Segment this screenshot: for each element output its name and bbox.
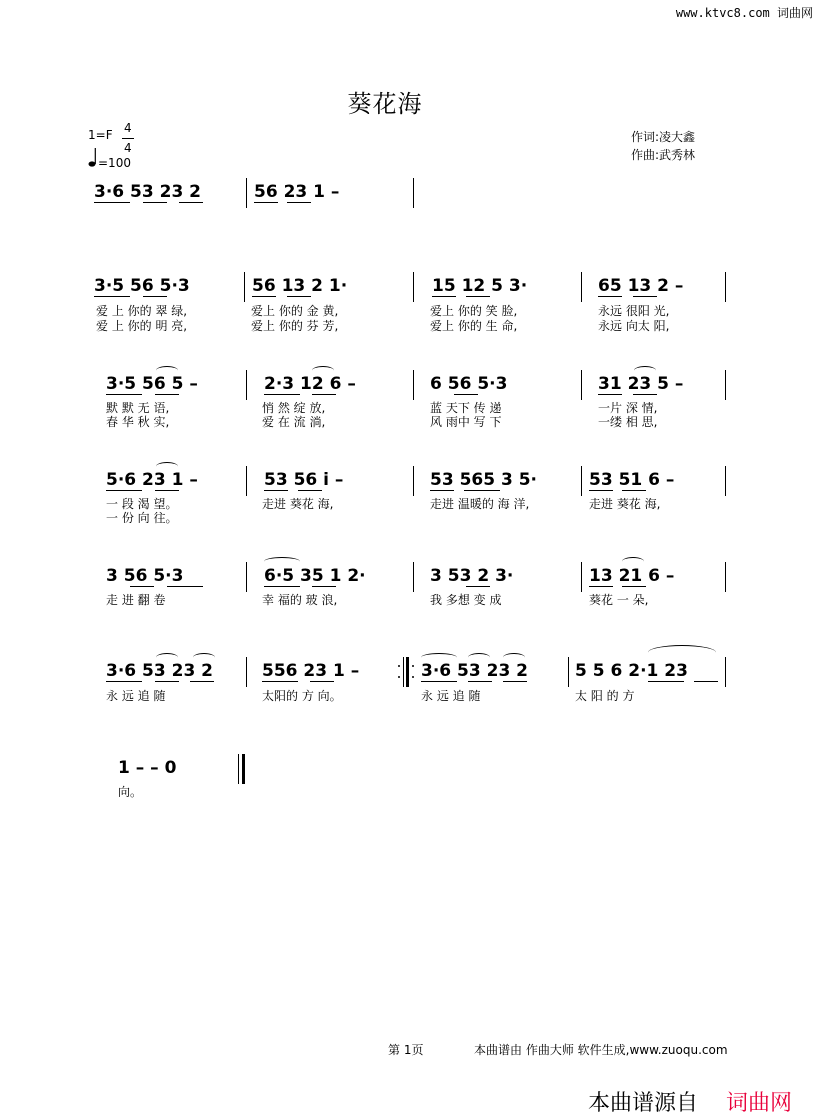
- slur-mark: [156, 462, 178, 471]
- repeat-dot: [412, 665, 414, 667]
- bar-line: [568, 657, 569, 687]
- measure-notes: 56 23 1 –: [254, 182, 340, 202]
- slur-mark: [634, 366, 656, 375]
- lyric-verse-1: 幸 福的 玻 浪,: [262, 593, 338, 607]
- lyric-verse-2: 一 份 向 往。: [106, 511, 178, 525]
- beam-underline: [155, 681, 179, 682]
- repeat-bar-thin: [403, 657, 404, 687]
- source-label: 本曲谱源自: [588, 1091, 699, 1116]
- measure-notes: 53 51 6 –: [589, 470, 675, 490]
- lyric-verse-2: 爱上 你的 生 命,: [430, 319, 518, 333]
- slur-mark: [264, 557, 300, 566]
- beam-underline: [633, 296, 657, 297]
- slur-mark: [648, 645, 716, 660]
- lyric-verse-1: 走进 葵花 海,: [262, 497, 334, 511]
- beam-underline: [143, 202, 167, 203]
- quarter-note-icon: [88, 146, 98, 168]
- measure-notes: 13 21 6 –: [589, 566, 675, 586]
- measure-notes: 3 56 5·3: [106, 566, 184, 586]
- beam-underline: [468, 681, 492, 682]
- bar-line: [244, 272, 245, 302]
- beam-underline: [155, 394, 179, 395]
- page-number: 第 1页: [388, 1043, 424, 1057]
- lyric-verse-2: 永远 向太 阳,: [598, 319, 670, 333]
- time-signature-top: 4: [124, 121, 132, 135]
- beam-underline: [179, 202, 203, 203]
- lyric-verse-1: 悄 然 绽 放,: [262, 401, 326, 415]
- beam-underline: [264, 586, 300, 587]
- lyric-verse-1: 向。: [118, 785, 143, 799]
- measure-notes: 53 565 3 5·: [430, 470, 538, 490]
- beam-underline: [287, 202, 311, 203]
- song-title: 葵花海: [347, 90, 423, 118]
- beam-underline: [310, 681, 334, 682]
- measure-notes: 2·3 12 6 –: [264, 374, 356, 394]
- slur-mark: [421, 653, 457, 662]
- generator-note: 本曲谱由 作曲大师 软件生成,www.zuoqu.com: [474, 1043, 728, 1057]
- measure-notes: 3·6 53 23 2: [106, 661, 214, 681]
- measure-notes: 6·5 35 1 2·: [264, 566, 366, 586]
- time-signature-bottom: 4: [124, 141, 132, 155]
- beam-underline: [312, 586, 336, 587]
- key-signature: 1=F: [88, 128, 113, 142]
- lyric-verse-2: 爱 在 流 淌,: [262, 415, 326, 429]
- slur-mark: [193, 653, 215, 662]
- beam-underline: [503, 681, 527, 682]
- bar-line: [581, 562, 582, 592]
- measure-notes: 53 56 i –: [264, 470, 344, 490]
- bar-line: [246, 562, 247, 592]
- composer-credit: 作曲:武秀林: [631, 148, 696, 162]
- lyric-verse-1: 太阳的 方 向。: [262, 689, 342, 703]
- final-bar-thin: [238, 754, 239, 784]
- lyric-verse-1: 我 多想 变 成: [430, 593, 502, 607]
- slur-mark: [503, 653, 525, 662]
- measure-notes: 5·6 23 1 –: [106, 470, 198, 490]
- beam-underline: [466, 296, 490, 297]
- lyric-verse-2: 一缕 相 思,: [598, 415, 658, 429]
- lyric-verse-1: 默 默 无 语,: [106, 401, 170, 415]
- beam-underline: [167, 586, 203, 587]
- final-bar-thick: [242, 754, 245, 784]
- beam-underline: [264, 394, 300, 395]
- measure-notes: 3·5 56 5 –: [106, 374, 198, 394]
- beam-underline: [421, 681, 457, 682]
- bar-line: [246, 657, 247, 687]
- slur-mark: [312, 366, 334, 375]
- beam-underline: [312, 394, 336, 395]
- lyric-verse-1: 永远 很阳 光,: [598, 304, 670, 318]
- lyric-verse-2: 爱上 你的 芬 芳,: [251, 319, 339, 333]
- beam-underline: [106, 490, 142, 491]
- lyric-verse-1: 走进 温暖的 海 洋,: [430, 497, 530, 511]
- measure-notes: 6 56 5·3: [430, 374, 508, 394]
- beam-underline: [254, 202, 278, 203]
- bar-line: [246, 370, 247, 400]
- bar-line: [725, 466, 726, 496]
- beam-underline: [190, 681, 214, 682]
- tempo-marking: =100: [98, 156, 131, 170]
- lyric-verse-1: 一片 深 情,: [598, 401, 658, 415]
- bar-line: [581, 272, 582, 302]
- bar-line: [725, 272, 726, 302]
- lyricist-credit: 作词:凌大鑫: [631, 130, 696, 144]
- repeat-dot: [398, 676, 400, 678]
- bar-line: [581, 370, 582, 400]
- beam-underline: [598, 394, 622, 395]
- lyric-verse-2: 春 华 秋 实,: [106, 415, 170, 429]
- beam-underline: [622, 586, 646, 587]
- lyric-verse-1: 爱上 你的 金 黄,: [251, 304, 339, 318]
- beam-underline: [287, 296, 311, 297]
- beam-underline: [94, 202, 130, 203]
- repeat-dot: [398, 665, 400, 667]
- measure-notes: 65 13 2 –: [598, 276, 684, 296]
- bar-line: [581, 466, 582, 496]
- beam-underline: [298, 490, 322, 491]
- beam-underline: [130, 586, 154, 587]
- lyric-verse-1: 走进 葵花 海,: [589, 497, 661, 511]
- measure-notes: 5 5 6 2·1 23: [575, 661, 688, 681]
- bar-line: [246, 466, 247, 496]
- bar-line: [413, 272, 414, 302]
- lyric-verse-1: 爱上 你的 笑 脸,: [430, 304, 518, 318]
- beam-underline: [143, 296, 167, 297]
- beam-underline: [264, 490, 288, 491]
- repeat-dot: [412, 676, 414, 678]
- beam-underline: [622, 490, 646, 491]
- beam-underline: [633, 394, 657, 395]
- measure-notes: 56 13 2 1·: [252, 276, 348, 296]
- lyric-verse-1: 永 远 追 随: [421, 689, 481, 703]
- measure-notes: 1 – – 0: [118, 758, 177, 778]
- beam-underline: [598, 296, 622, 297]
- lyric-verse-1: 一 段 渴 望。: [106, 497, 178, 511]
- time-signature-divider: [122, 138, 134, 139]
- bar-line: [246, 178, 247, 208]
- beam-underline: [454, 394, 478, 395]
- measure-notes: 3·6 53 23 2: [421, 661, 529, 681]
- beam-underline: [262, 681, 298, 682]
- measure-notes: 15 12 5 3·: [432, 276, 528, 296]
- lyric-verse-2: 爱 上 你的 明 亮,: [96, 319, 188, 333]
- beam-underline: [106, 681, 142, 682]
- lyric-verse-1: 永 远 追 随: [106, 689, 166, 703]
- bar-line: [413, 562, 414, 592]
- beam-underline: [694, 681, 718, 682]
- lyric-verse-1: 蓝 天下 传 递: [430, 401, 502, 415]
- slur-mark: [468, 653, 490, 662]
- lyric-verse-1: 葵花 一 朵,: [589, 593, 649, 607]
- beam-underline: [466, 586, 490, 587]
- bar-line: [413, 370, 414, 400]
- measure-notes: 556 23 1 –: [262, 661, 360, 681]
- source-brand-logo: 词曲网: [726, 1091, 793, 1116]
- measure-notes: 3 53 2 3·: [430, 566, 514, 586]
- beam-underline: [432, 296, 456, 297]
- lyric-verse-1: 爱 上 你的 翠 绿,: [96, 304, 188, 318]
- bar-line: [725, 657, 726, 687]
- beam-underline: [589, 586, 613, 587]
- slur-mark: [156, 366, 178, 375]
- beam-underline: [94, 296, 130, 297]
- measure-notes: 31 23 5 –: [598, 374, 684, 394]
- beam-underline: [155, 490, 179, 491]
- lyric-verse-2: 风 雨中 写 下: [430, 415, 502, 429]
- measure-notes: 3·6 53 23 2: [94, 182, 202, 202]
- slur-mark: [622, 557, 644, 566]
- repeat-bar-thick: [406, 657, 409, 687]
- beam-underline: [589, 490, 613, 491]
- beam-underline: [106, 394, 142, 395]
- bar-line: [725, 370, 726, 400]
- lyric-verse-1: 走 进 翻 卷: [106, 593, 166, 607]
- beam-underline: [252, 296, 276, 297]
- bar-line: [725, 562, 726, 592]
- site-header: www.ktvc8.com 词曲网: [675, 6, 813, 20]
- beam-underline: [430, 490, 454, 491]
- bar-line: [413, 466, 414, 496]
- measure-notes: 3·5 56 5·3: [94, 276, 190, 296]
- slur-mark: [156, 653, 178, 662]
- beam-underline: [648, 681, 684, 682]
- beam-underline: [464, 490, 500, 491]
- lyric-verse-1: 太 阳 的 方: [575, 689, 635, 703]
- bar-line: [413, 178, 414, 208]
